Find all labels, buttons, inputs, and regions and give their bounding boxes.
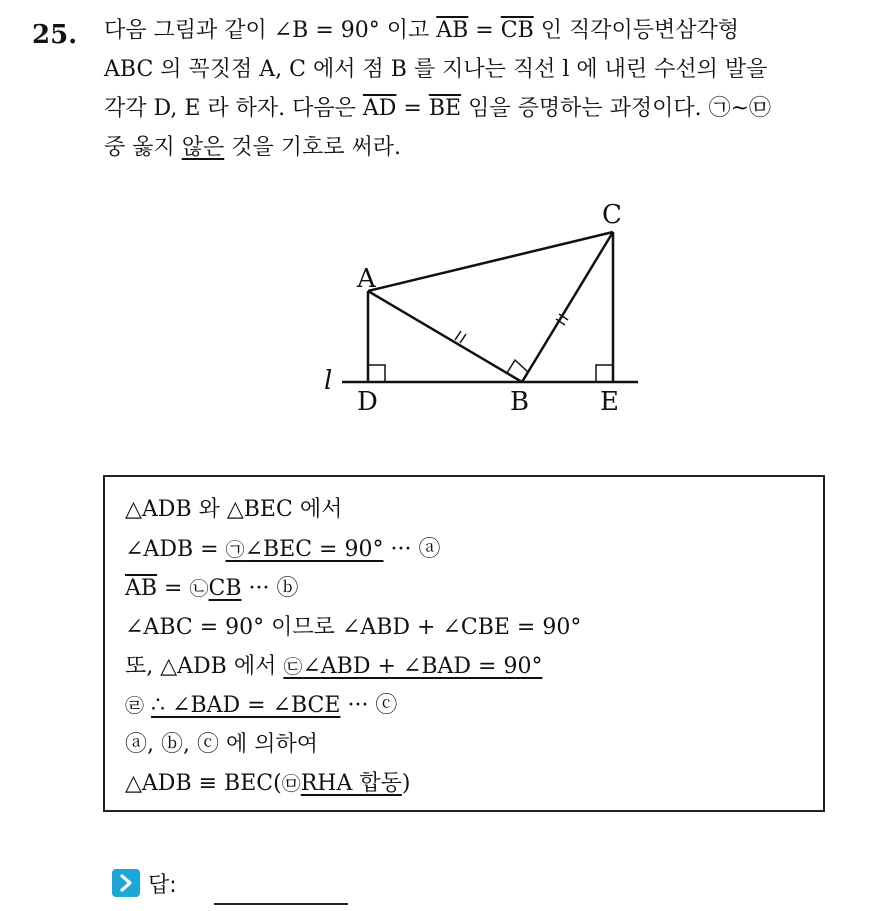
- segment-ab-line: [368, 291, 522, 382]
- p2-pre: ∠ADB =: [125, 537, 226, 562]
- segment-ad: $\overline{AD}$: [362, 96, 397, 121]
- segment-be: $\overline{BE}$: [428, 96, 462, 121]
- question-line-2: ABC 의 꼭짓점 A, C 에서 점 B 를 지나는 직선 l 에 내린 수선의 발을: [104, 57, 768, 82]
- question-line-1: [104, 20, 739, 42]
- p5-claim: [283, 654, 542, 679]
- mark-1: ㉠: [225, 539, 245, 561]
- proof-line-5: [125, 656, 542, 678]
- q1-mid: =: [468, 18, 501, 43]
- q4-emphasis: 않은: [181, 135, 225, 160]
- answer-blank[interactable]: [214, 903, 348, 905]
- right-angle-d: [368, 365, 385, 382]
- p8-post: ): [401, 771, 411, 796]
- label-l: l: [324, 366, 333, 396]
- p5-pre: 또, △ADB 에서: [125, 654, 284, 679]
- proof-line-6: [125, 695, 397, 717]
- label-b: B: [510, 387, 530, 417]
- answer-row: [112, 866, 177, 900]
- question-line-4: [104, 137, 401, 159]
- p6-claim-text: ∴ ∠BAD = ∠BCE: [151, 693, 341, 718]
- p3-pre: =: [157, 576, 190, 601]
- p2-post: ··· ⓐ: [383, 537, 441, 562]
- proof-line-2: [125, 539, 440, 561]
- proof-line-1: △ADB 와 △BEC 에서: [125, 497, 343, 522]
- label-d: D: [357, 387, 378, 417]
- q1-pre: 다음 그림과 같이 ∠B = 90° 이고: [104, 18, 437, 43]
- proof-line-7: ⓐ, ⓑ, ⓒ 에 의하여: [125, 732, 318, 757]
- p2-claim: [226, 537, 384, 562]
- mark-4: ㉣: [125, 695, 145, 717]
- chevron-right-glyph: [118, 874, 134, 892]
- answer-label: 답:: [148, 872, 177, 898]
- right-angle-b: [507, 360, 528, 373]
- proof-line-3: [125, 578, 298, 600]
- q4-post: 것을 기호로 써라.: [224, 135, 402, 160]
- segment-ac-line: [368, 232, 613, 291]
- q3-mid: =: [396, 96, 429, 121]
- mark-5: ㉤: [281, 773, 301, 795]
- mark-3: ㉢: [283, 656, 303, 678]
- question-line-3: [104, 98, 771, 120]
- question-number: 25.: [32, 20, 78, 50]
- p6-post: ··· ⓒ: [340, 693, 398, 718]
- segment-cb: $\overline{CB}$: [500, 18, 534, 43]
- proof-line-4: ∠ABC = 90° 이므로 ∠ABD + ∠CBE = 90°: [125, 615, 582, 640]
- p3-segment: $\overline{AB}$: [125, 576, 158, 601]
- q1-post: 인 직각이등변삼각형: [533, 18, 739, 43]
- q4-pre: 중 옳지: [104, 135, 182, 160]
- geometry-figure: [300, 195, 650, 425]
- right-angle-e: [596, 365, 613, 382]
- p3-post: ··· ⓑ: [241, 576, 299, 601]
- proof-box: [103, 475, 825, 812]
- mark-2: ㉡: [189, 578, 209, 600]
- chevron-right-icon: [112, 869, 140, 897]
- segment-bc-line: [522, 232, 613, 382]
- tick-ab-2: [460, 334, 466, 343]
- p8-claim-text: RHA 합동: [300, 771, 402, 796]
- p3-claim-text: CB: [208, 576, 242, 601]
- q3-post: 임을 증명하는 과정이다. ㉠~㉤: [461, 96, 771, 121]
- q3-pre: 각각 D, E 라 하자. 다음은: [104, 96, 363, 121]
- segment-ab: $\overline{AB}$: [436, 18, 469, 43]
- label-e: E: [600, 387, 619, 417]
- p8-pre: △ADB ≡ BEC(: [125, 771, 282, 796]
- p2-claim-text: ∠BEC = 90°: [244, 537, 384, 562]
- label-c: C: [602, 200, 622, 230]
- tick-ab-1: [455, 331, 461, 340]
- label-a: A: [357, 264, 376, 294]
- proof-line-8: [125, 773, 410, 795]
- p5-claim-text: ∠ABD + ∠BAD = 90°: [302, 654, 543, 679]
